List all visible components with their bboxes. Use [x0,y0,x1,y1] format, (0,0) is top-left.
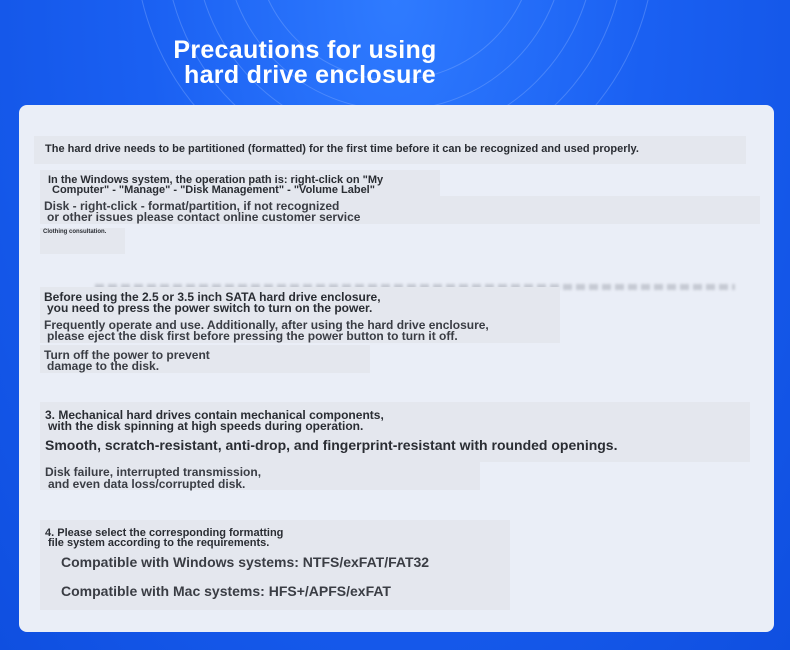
section2-line4: please eject the disk first before pressing the power button to turn it off. [47,329,458,343]
section1-path-line1: In the Windows system, the operation path is: right-click on "My [48,174,384,186]
title-line-2: hard drive enclosure [184,61,436,89]
section3-line1: 3. Mechanical hard drives contain mechanical components, [45,408,384,422]
section2-line3: Frequently operate and use. Additionally, after using the hard drive enclosure, [44,318,489,332]
section1-note: Clothing consultation. [43,229,107,235]
section3-line4: Disk failure, interrupted transmission, [45,465,262,479]
section1-disk-line1: Disk - right-click - format/partition, if not recognized [44,199,340,213]
section4-line1: 4. Please select the corresponding formatting [45,527,284,539]
section2-line1: Before using the 2.5 or 3.5 inch SATA hard drive enclosure, [44,290,381,304]
section3-line5: and even data loss/corrupted disk. [48,477,246,491]
section4-mac: Compatible with Mac systems: HFS+/APFS/exFAT [61,583,391,599]
section1-disk-line2: or other issues please contact online customer service [47,210,361,224]
section2-line2: you need to press the power switch to turn on the power. [47,301,373,315]
page-title [140,38,470,88]
section3-line3: Smooth, scratch-resistant, anti-drop, and fingerprint-resistant with rounded openings. [45,437,618,453]
section2-line5: Turn off the power to prevent [44,348,210,362]
section1-intro: The hard drive needs to be partitioned (formatted) for the first time before it can be recognized and used properly. [45,143,639,155]
title-line-1: Precautions for using [173,36,437,64]
section4-windows: Compatible with Windows systems: NTFS/exFAT/FAT32 [61,554,430,570]
section2-line6: damage to the disk. [47,359,160,373]
section3-line2: with the disk spinning at high speeds during operation. [48,419,364,433]
section4-line2: file system according to the requirements. [48,537,270,549]
section1-path-line2: Computer" - "Manage" - "Disk Management" - "Volume Label" [52,184,375,196]
